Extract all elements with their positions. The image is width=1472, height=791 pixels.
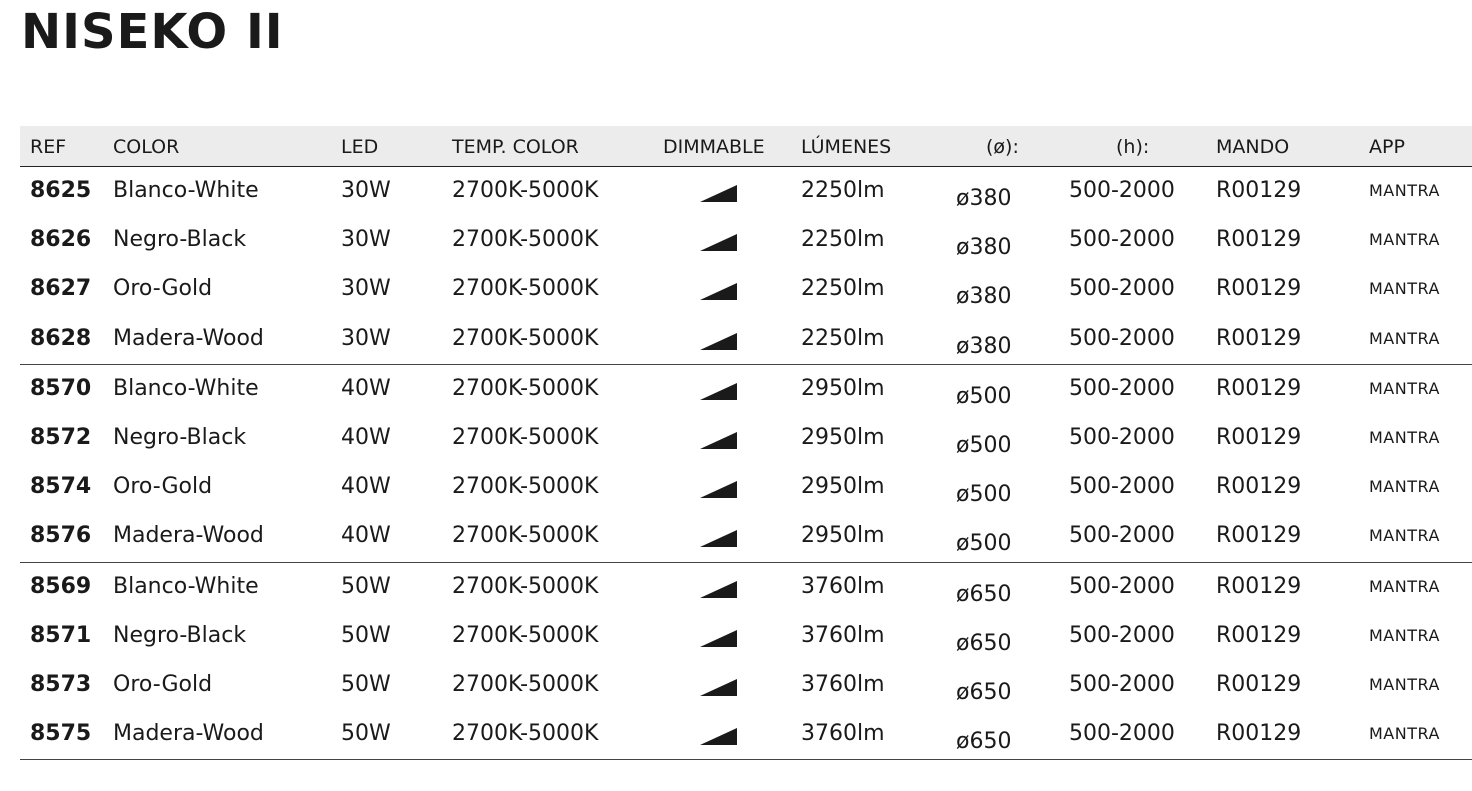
- dimmer-ramp-icon: [700, 234, 737, 251]
- table-row: [20, 216, 1472, 265]
- lumens-cell: 3760lm: [801, 671, 885, 697]
- app-cell: MANTRA: [1369, 181, 1440, 200]
- lumens-cell: 2250lm: [801, 178, 885, 203]
- diameter-cell: ø650: [956, 679, 1012, 705]
- lumens-cell: 2950lm: [801, 523, 885, 549]
- temp-color-cell: 2700K-5000K: [452, 523, 599, 549]
- header-height: (h):: [1116, 136, 1150, 158]
- table-row: [20, 612, 1472, 661]
- mando-cell: R00129: [1216, 523, 1302, 549]
- diameter-cell: ø500: [956, 383, 1012, 409]
- header-diameter: (ø):: [986, 136, 1019, 158]
- ref-cell: 8571: [30, 622, 92, 648]
- app-cell: MANTRA: [1369, 625, 1440, 645]
- table-row: [20, 661, 1472, 710]
- lumens-cell: 2950lm: [801, 474, 885, 500]
- dimmer-ramp-icon: [700, 630, 737, 647]
- mando-cell: R00129: [1216, 227, 1302, 253]
- color-cell: Madera-Wood: [113, 523, 264, 549]
- diameter-cell: ø380: [956, 186, 1012, 211]
- led-cell: 50W: [341, 622, 391, 648]
- temp-color-cell: 2700K-5000K: [452, 227, 599, 253]
- header-ref: REF: [30, 136, 67, 158]
- diameter-cell: ø380: [956, 235, 1012, 261]
- color-cell: Oro-Gold: [113, 474, 213, 500]
- temp-color-cell: 2700K-5000K: [452, 573, 599, 599]
- dimmer-ramp-icon: [700, 581, 737, 598]
- table-row: [20, 167, 1472, 216]
- diameter-cell: ø500: [956, 432, 1012, 458]
- temp-color-cell: 2700K-5000K: [452, 721, 599, 747]
- diameter-cell: ø380: [956, 333, 1012, 359]
- diameter-cell: ø650: [956, 581, 1012, 607]
- led-cell: 30W: [341, 227, 391, 253]
- lumens-cell: 2950lm: [801, 375, 885, 401]
- app-cell: MANTRA: [1369, 230, 1440, 250]
- led-cell: 50W: [341, 671, 391, 697]
- table-body: [20, 167, 1472, 760]
- height-cell: 500-2000: [1069, 227, 1175, 253]
- lumens-cell: 2250lm: [801, 276, 885, 302]
- height-cell: 500-2000: [1069, 721, 1175, 747]
- mando-cell: R00129: [1216, 671, 1302, 697]
- lumens-cell: 2250lm: [801, 325, 885, 351]
- color-cell: Madera-Wood: [113, 721, 264, 747]
- diameter-cell: ø500: [956, 482, 1012, 508]
- ref-cell: 8625: [30, 178, 92, 203]
- table-row: [20, 512, 1472, 562]
- ref-cell: 8573: [30, 671, 92, 697]
- temp-color-cell: 2700K-5000K: [452, 622, 599, 648]
- mando-cell: R00129: [1216, 375, 1302, 401]
- dimmer-ramp-icon: [700, 333, 737, 350]
- led-cell: 40W: [341, 375, 391, 401]
- temp-color-cell: 2700K-5000K: [452, 178, 599, 203]
- header-mando: MANDO: [1216, 136, 1290, 158]
- led-cell: 30W: [341, 276, 391, 302]
- ref-cell: 8628: [30, 325, 92, 351]
- temp-color-cell: 2700K-5000K: [452, 474, 599, 500]
- app-cell: MANTRA: [1369, 279, 1440, 299]
- height-cell: 500-2000: [1069, 523, 1175, 549]
- led-cell: 40W: [341, 424, 391, 450]
- led-cell: 40W: [341, 474, 391, 500]
- table-header: [20, 126, 1472, 167]
- header-color: COLOR: [113, 136, 180, 158]
- page-title: NISEKO II: [21, 4, 284, 60]
- color-cell: Oro-Gold: [113, 671, 213, 697]
- height-cell: 500-2000: [1069, 325, 1175, 351]
- mando-cell: R00129: [1216, 424, 1302, 450]
- header-dimmable: DIMMABLE: [663, 136, 765, 158]
- lumens-cell: 3760lm: [801, 622, 885, 648]
- color-cell: Blanco-White: [113, 573, 259, 599]
- table-row: [20, 315, 1472, 365]
- mando-cell: R00129: [1216, 276, 1302, 302]
- dimmer-ramp-icon: [700, 185, 737, 202]
- ref-cell: 8576: [30, 523, 92, 549]
- app-cell: MANTRA: [1369, 526, 1440, 546]
- temp-color-cell: 2700K-5000K: [452, 375, 599, 401]
- mando-cell: R00129: [1216, 721, 1302, 747]
- table-row: [20, 414, 1472, 463]
- spec-table: [20, 126, 1472, 760]
- height-cell: 500-2000: [1069, 178, 1175, 203]
- dimmer-ramp-icon: [700, 383, 737, 400]
- dimmer-ramp-icon: [700, 283, 737, 300]
- ref-cell: 8570: [30, 375, 92, 401]
- ref-cell: 8626: [30, 227, 92, 253]
- color-cell: Negro-Black: [113, 424, 247, 450]
- temp-color-cell: 2700K-5000K: [452, 325, 599, 351]
- led-cell: 40W: [341, 523, 391, 549]
- led-cell: 30W: [341, 178, 391, 203]
- ref-cell: 8627: [30, 276, 92, 302]
- mando-cell: R00129: [1216, 474, 1302, 500]
- ref-cell: 8574: [30, 474, 92, 500]
- lumens-cell: 3760lm: [801, 573, 885, 599]
- table-row: [20, 365, 1472, 414]
- diameter-cell: ø500: [956, 531, 1012, 557]
- dimmer-ramp-icon: [700, 679, 737, 696]
- led-cell: 50W: [341, 721, 391, 747]
- header-lumens: LÚMENES: [801, 136, 892, 158]
- ref-cell: 8572: [30, 424, 92, 450]
- app-cell: MANTRA: [1369, 724, 1440, 744]
- lumens-cell: 2250lm: [801, 227, 885, 253]
- color-cell: Blanco-White: [113, 178, 259, 203]
- lumens-cell: 3760lm: [801, 721, 885, 747]
- mando-cell: R00129: [1216, 573, 1302, 599]
- app-cell: MANTRA: [1369, 477, 1440, 497]
- app-cell: MANTRA: [1369, 427, 1440, 447]
- height-cell: 500-2000: [1069, 424, 1175, 450]
- diameter-cell: ø650: [956, 729, 1012, 755]
- color-cell: Oro-Gold: [113, 276, 213, 302]
- app-cell: MANTRA: [1369, 328, 1440, 348]
- ref-cell: 8575: [30, 721, 92, 747]
- color-cell: Blanco-White: [113, 375, 259, 401]
- height-cell: 500-2000: [1069, 375, 1175, 401]
- header-led: LED: [341, 136, 379, 158]
- led-cell: 50W: [341, 573, 391, 599]
- table-row: [20, 563, 1472, 612]
- header-app: APP: [1369, 136, 1405, 158]
- temp-color-cell: 2700K-5000K: [452, 276, 599, 302]
- led-cell: 30W: [341, 325, 391, 351]
- color-cell: Madera-Wood: [113, 325, 264, 351]
- table-row: [20, 265, 1472, 314]
- height-cell: 500-2000: [1069, 573, 1175, 599]
- temp-color-cell: 2700K-5000K: [452, 671, 599, 697]
- height-cell: 500-2000: [1069, 474, 1175, 500]
- mando-cell: R00129: [1216, 178, 1302, 203]
- diameter-cell: ø380: [956, 284, 1012, 310]
- dimmer-ramp-icon: [700, 432, 737, 449]
- temp-color-cell: 2700K-5000K: [452, 424, 599, 450]
- lumens-cell: 2950lm: [801, 424, 885, 450]
- table-row: [20, 463, 1472, 512]
- height-cell: 500-2000: [1069, 671, 1175, 697]
- height-cell: 500-2000: [1069, 276, 1175, 302]
- dimmer-ramp-icon: [700, 481, 737, 498]
- table-row: [20, 710, 1472, 760]
- color-cell: Negro-Black: [113, 227, 247, 253]
- dimmer-ramp-icon: [700, 530, 737, 547]
- mando-cell: R00129: [1216, 325, 1302, 351]
- height-cell: 500-2000: [1069, 622, 1175, 648]
- app-cell: MANTRA: [1369, 576, 1440, 596]
- app-cell: MANTRA: [1369, 674, 1440, 694]
- header-temp-color: TEMP. COLOR: [452, 136, 579, 158]
- ref-cell: 8569: [30, 573, 92, 599]
- mando-cell: R00129: [1216, 622, 1302, 648]
- color-cell: Negro-Black: [113, 622, 247, 648]
- dimmer-ramp-icon: [700, 728, 737, 745]
- app-cell: MANTRA: [1369, 378, 1440, 398]
- diameter-cell: ø650: [956, 630, 1012, 656]
